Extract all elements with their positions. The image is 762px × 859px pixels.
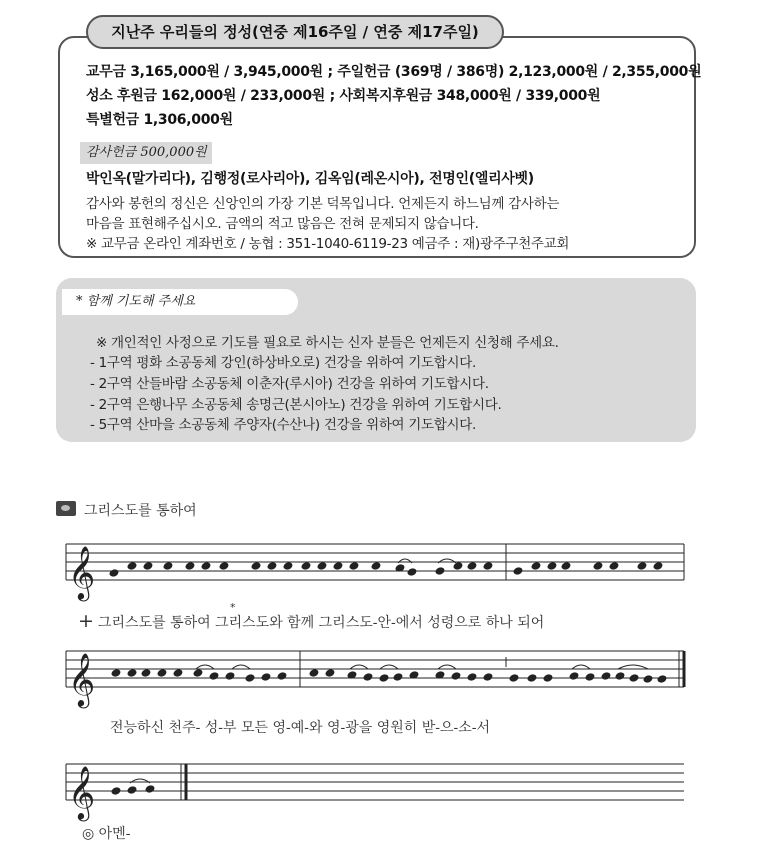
note-head [157, 668, 168, 678]
slur [350, 665, 368, 669]
note-head [531, 561, 542, 571]
note-head [509, 673, 520, 683]
note-head [467, 561, 478, 571]
note-head [201, 561, 212, 571]
note-head [111, 786, 122, 796]
prayer-item: - 2구역 은행나무 소공동체 송명근(본시아노) 건강을 위하여 기도합시다. [90, 397, 502, 413]
slur [380, 665, 398, 669]
note-head [109, 568, 120, 578]
offering-line-1: 교무금 3,165,000원 / 3,945,000원 ; 주일헌금 (369명 / 386명) 2,123,000원 / 2,355,000원 [86, 64, 702, 80]
note-head [143, 561, 154, 571]
note-head [173, 668, 184, 678]
prayer-item: - 5구역 산마을 소공동체 주양자(수산나) 건강을 위하여 기도합시다. [90, 417, 476, 433]
offering-line-2: 성소 후원금 162,000원 / 233,000원 ; 사회복지후원금 348,000원 / 339,000원 [86, 88, 601, 104]
treble-clef-icon: 𝄞 [68, 545, 96, 599]
note-head [451, 671, 462, 681]
note-head [657, 674, 668, 684]
note-head [527, 673, 538, 683]
note-head [467, 672, 478, 682]
amen-response: ◎ 아멘- [82, 826, 131, 842]
lyric-line-2: 전능하신 천주- 성-부 모든 영-예-와 영-광을 영원히 받-으-소-서 [110, 720, 491, 736]
note-head [127, 561, 138, 571]
note-head [127, 668, 138, 678]
note-head [379, 673, 390, 683]
slur [618, 665, 648, 669]
note-head [193, 668, 204, 678]
note-head [349, 561, 360, 571]
note-head [643, 674, 654, 684]
note-head [333, 561, 344, 571]
note-head [629, 673, 640, 683]
note-head [601, 671, 612, 681]
treble-clef-icon: 𝄞 [68, 765, 96, 819]
note-head [277, 671, 288, 681]
note-head [513, 566, 524, 576]
note-head [219, 561, 230, 571]
note-head [283, 561, 294, 571]
note-head [245, 673, 256, 683]
note-head [547, 561, 558, 571]
prayer-item: - 1구역 평화 소공동체 강인(하상바오로) 건강을 위하여 기도합시다. [90, 355, 476, 371]
note-head [325, 668, 336, 678]
note-head [111, 668, 122, 678]
prayer-intro: ※ 개인적인 사정으로 기도를 필요로 하시는 신자 분들은 언제든지 신청해 주세요. [96, 335, 559, 351]
note-head [145, 784, 156, 794]
note-head [543, 673, 554, 683]
offering-title: 지난주 우리들의 정성(연중 제16주일 / 연중 제17주일) [86, 15, 504, 49]
note-head [615, 671, 626, 681]
slur [232, 665, 250, 669]
account-info: ※ 교무금 온라인 계좌번호 / 농협 : 351-1040-6119-23 예금주 : 재)광주구천주교회 [86, 236, 570, 252]
note-head [435, 566, 446, 576]
note-head [407, 567, 418, 577]
note-head [653, 561, 664, 571]
note-head [317, 561, 328, 571]
note-head [371, 561, 382, 571]
slur [438, 665, 456, 669]
song-title: 그리스도를 통하여 [84, 503, 197, 519]
note-head [569, 671, 580, 681]
offering-note-2: 마음을 표현해주십시오. 금액의 적고 많음은 전혀 문제되지 않습니다. [86, 216, 479, 232]
note-head [393, 672, 404, 682]
note-head [261, 672, 272, 682]
slur [196, 665, 214, 669]
prayer-label: * 함께 기도해 주세요 [62, 289, 298, 315]
note-head [309, 668, 320, 678]
note-head [609, 561, 620, 571]
slur [572, 665, 590, 669]
note-head [483, 561, 494, 571]
note-head [453, 561, 464, 571]
note-head [209, 671, 220, 681]
note-head [483, 672, 494, 682]
priest-mark: + [78, 610, 94, 632]
prayer-item: - 2구역 산들바람 소공동체 이춘자(루시아) 건강을 위하여 기도합시다. [90, 376, 489, 392]
offering-line-3: 특별헌금 1,306,000원 [86, 112, 233, 128]
note-head [561, 561, 572, 571]
note-head [637, 561, 648, 571]
asterisk-mark: * [230, 601, 236, 614]
thanks-offering-label: 감사헌금 500,000원 [80, 142, 212, 164]
note-head [251, 561, 262, 571]
note-head [593, 561, 604, 571]
note-head [363, 672, 374, 682]
note-head [163, 561, 174, 571]
thanks-offering-names: 박인옥(말가리다), 김행정(로사리아), 김옥임(레온시아), 전명인(엘리사벳) [86, 171, 534, 187]
lyric-line-1: 그리스도를 통하여 그리스도와 함께 그리스도-안-에서 성령으로 하나 되어 [98, 615, 545, 631]
note-head [185, 561, 196, 571]
note-head [141, 668, 152, 678]
note-head [585, 672, 596, 682]
note-head [127, 785, 138, 795]
note-head [301, 561, 312, 571]
treble-clef-icon: 𝄞 [68, 652, 96, 706]
offering-note-1: 감사와 봉헌의 정신은 신앙인의 가장 기본 덕목입니다. 언제든지 하느님께 감사하는 [86, 196, 560, 212]
note-head [267, 561, 278, 571]
note-head [225, 671, 236, 681]
